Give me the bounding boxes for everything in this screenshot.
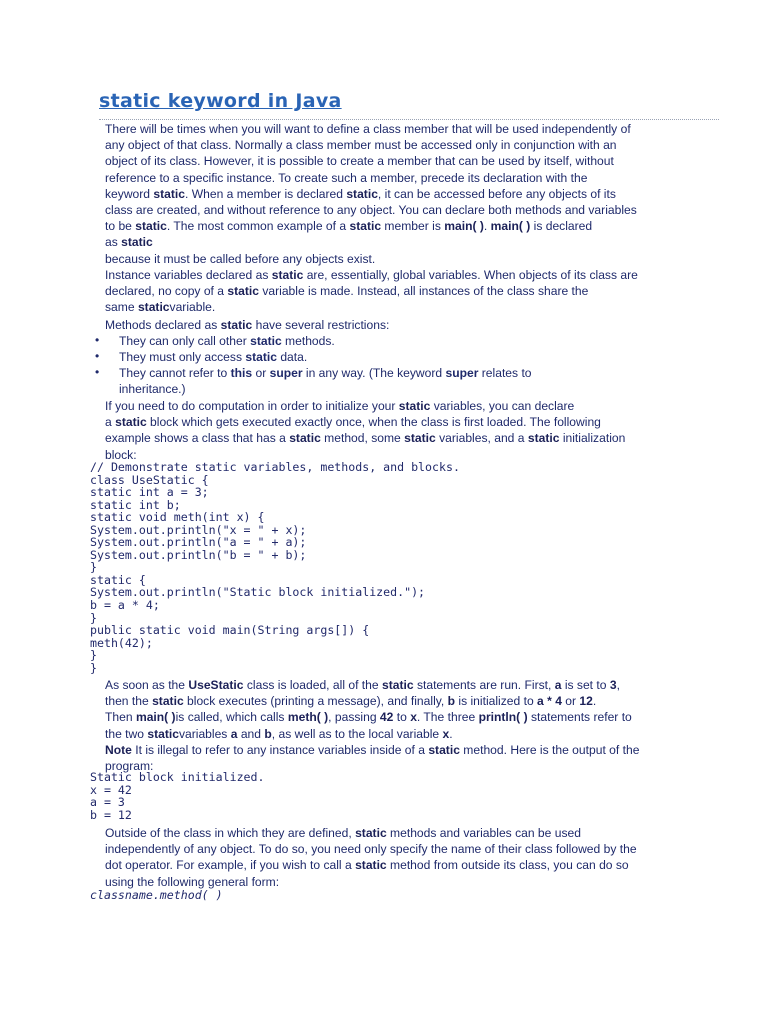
code-line: static { (90, 572, 146, 587)
code-line: System.out.println("b = " + b); (90, 547, 307, 562)
text-line: any object of that class. Normally a class member must be accessed only in conjunction with an (105, 138, 617, 153)
bullet-icon: • (95, 349, 100, 363)
paragraph-explanation: As soon as the UseStatic class is loaded, all of the static statements are run. First, a is set to 3, then the static block executes (printing a message), and finally, b is initialized to a * 4 or 12. Then main( )is called, which calls meth( ), passing 42 to x. The three println( ) statements refer to the two staticvariables a and b, as well as to the local variable x. Note It is illegal to refer to any instance variables inside of a static method. Here is the output of the program: (105, 678, 640, 774)
list-item: They cannot refer to this or super in any way. (The keyword super relates to inheritance.) (119, 366, 532, 397)
code-line: // Demonstrate static variables, methods, and blocks. (90, 460, 460, 474)
paragraph-instance-variables: Instance variables declared as static are, essentially, global variables. When objects of its class are declared, no copy of a static variable is made. Instead, all instances of the class share the same staticvariable. (105, 268, 638, 315)
text-line: object of its class. However, it is possible to create a member that can be used by itself, without (105, 154, 614, 169)
code-block-output (90, 771, 265, 821)
code-line: } (90, 648, 97, 663)
code-line: System.out.println("x = " + x); (90, 522, 307, 537)
paragraph-static-block: If you need to do computation in order to initialize your static variables, you can declare a static block which gets executed exactly once, when the class is first loaded. The following example shows a class that has a static method, some static variables, and a static initialization block: (105, 399, 626, 462)
paragraph-restrictions: Methods declared as static have several restrictions: (105, 318, 390, 332)
code-line: static int b; (90, 497, 181, 512)
code-line: meth(42); (90, 635, 153, 650)
code-line: public static void main(String args[]) { (90, 623, 370, 638)
code-line: x = 42 (90, 782, 132, 797)
code-line: b = a * 4; (90, 598, 160, 613)
bullet-icon: • (95, 365, 100, 379)
code-line: } (90, 560, 97, 575)
code-line: b = 12 (90, 807, 132, 822)
bullet-icon: • (95, 333, 100, 347)
paragraph-outside-class: Outside of the class in which they are defined, static methods and variables can be used independently of any object. To do so, you need only specify the name of their class followed by the dot operator. For example, if you wish to call a static method from outside its class, you can do so using the following general form: (105, 826, 637, 889)
code-line: } (90, 660, 97, 675)
paragraph-intro: There will be times when you will want to define a class member that will be used independently of any object of that class. Normally a class member must be accessed only in conjunction with an object of its class. However, it is possible to create a member that can be used by itself, without reference to a specific instance. To create such a member, precede its declaration with the keyword static. When a member is declared static, it can be accessed before any objects of its class are created, and without reference to any object. You can declare both methods and variables to be static. The most common example of a static member is main( ). main( ) is declared as static because it must be called before any objects exist. (105, 122, 637, 266)
list-item: They can only call other static methods. (119, 334, 335, 348)
code-line: } (90, 610, 97, 625)
title-divider (99, 119, 719, 120)
code-line: class UseStatic { (90, 472, 209, 487)
code-line: static int a = 3; (90, 485, 209, 500)
text-line: There will be times when you will want to define a class member that will be used independently of (105, 122, 631, 136)
code-line: System.out.println("a = " + a); (90, 535, 307, 550)
code-line: System.out.println("Static block initialized."); (90, 585, 426, 600)
code-line: static void meth(int x) { (90, 510, 265, 525)
code-block-usestatic (90, 461, 460, 674)
code-line: Static block initialized. (90, 770, 265, 784)
text-line: reference to a specific instance. To create such a member, precede its declaration with the (105, 170, 588, 185)
code-general-form: classname.method( ) (90, 888, 223, 902)
page-title: static keyword in Java (99, 90, 342, 112)
code-line: a = 3 (90, 795, 125, 810)
list-item: They must only access static data. (119, 350, 308, 364)
